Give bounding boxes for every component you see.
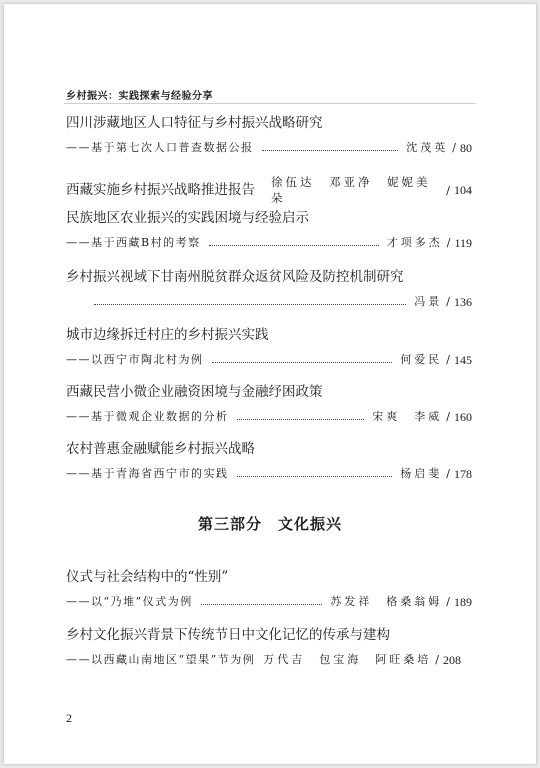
toc-entry[interactable] — [66, 268, 472, 311]
toc-entry-title: 仪式与社会结构中的“性别” — [66, 569, 229, 585]
toc-entry[interactable] — [66, 209, 472, 252]
toc-entry-page: 208 — [442, 653, 461, 667]
toc-entry-page: 104 — [454, 182, 472, 197]
dot-leader — [237, 475, 393, 477]
page-separator: / — [446, 410, 450, 423]
page-separator: / — [435, 653, 439, 666]
toc-entry-subline — [66, 351, 472, 369]
dot-leader — [212, 361, 393, 363]
toc-entry-author: 杨启斐 — [400, 467, 443, 480]
page-separator: / — [446, 467, 450, 480]
toc-entry-subtitle: ——以“乃堆”仪式为例 — [66, 595, 193, 608]
toc-entry-title: 四川涉藏地区人口特征与乡村振兴战略研究 — [66, 115, 323, 131]
toc-entry-author: 才项多杰 — [386, 236, 443, 249]
toc-entry-page: 119 — [454, 236, 472, 250]
page-separator: / — [446, 236, 451, 249]
dot-leader — [209, 244, 379, 246]
toc-entry[interactable] — [66, 114, 472, 157]
toc-entry-page: 189 — [454, 595, 472, 609]
page-number: 2 — [66, 711, 72, 725]
dot-leader — [201, 603, 323, 605]
toc-entry-page: 145 — [454, 353, 472, 367]
toc-entry[interactable] — [66, 174, 472, 206]
toc-entry-subtitle: ——基于西藏B村的考察 — [66, 236, 201, 249]
toc-entry-subline — [66, 593, 472, 611]
toc-entry[interactable] — [66, 383, 472, 426]
toc-entry[interactable] — [66, 440, 472, 483]
dot-leader — [237, 418, 365, 420]
toc-entry[interactable] — [66, 326, 472, 369]
toc-entry-title: 民族地区农业振兴的实践困境与经验启示 — [66, 210, 309, 226]
page-separator: / — [446, 183, 450, 197]
toc-entry-subtitle: ——以西藏山南地区“望果”节为例 — [66, 653, 256, 666]
toc-entry-author: 沈茂英 — [406, 141, 449, 154]
toc-entry-page: 178 — [454, 467, 472, 481]
page-separator: / — [446, 595, 450, 608]
toc-entry-author: 宋爽 李威 — [372, 410, 443, 423]
page-separator: / — [446, 295, 450, 308]
toc-entry-subline — [66, 139, 472, 157]
toc-entry[interactable] — [66, 568, 472, 611]
toc-entry-subline — [66, 293, 472, 311]
page-separator: / — [452, 141, 456, 154]
toc-entry-title: 西藏民营小微企业融资困境与金融纾困政策 — [66, 384, 323, 400]
toc-entry-author: 冯景 — [414, 295, 443, 308]
toc-entry-subline — [66, 465, 472, 483]
toc-entry-subline — [66, 408, 472, 426]
toc-entry-subline — [66, 651, 472, 669]
toc-entry-author: 苏发祥 格桑翁姆 — [330, 595, 443, 608]
toc-entry-subline — [66, 234, 472, 252]
toc-entry-title: 乡村振兴视域下甘南州脱贫群众返贫风险及防控机制研究 — [66, 269, 404, 285]
toc-entry-title: 乡村文化振兴背景下传统节日中文化记忆的传承与建构 — [66, 627, 390, 643]
toc-entry-page: 136 — [454, 295, 472, 309]
toc-entry-subtitle: ——基于青海省西宁市的实践 — [66, 467, 229, 480]
header-rule — [64, 103, 476, 104]
running-header: 乡村振兴：实践探索与经验分享 — [66, 91, 213, 102]
toc-entry-subtitle: ——基于微观企业数据的分析 — [66, 410, 229, 423]
dot-leader — [262, 149, 399, 151]
section-heading: 第三部分 文化振兴 — [197, 515, 342, 533]
toc-entry-page: 160 — [454, 410, 472, 424]
toc-entry-title: 农村普惠金融赋能乡村振兴战略 — [66, 441, 255, 457]
toc-entry-subtitle: ——基于第七次人口普查数据公报 — [66, 141, 254, 154]
toc-entry-subtitle: ——以西宁市陶北村为例 — [66, 353, 204, 366]
dot-leader — [94, 303, 406, 305]
toc-entry[interactable] — [66, 626, 472, 669]
toc-entry-page: 80 — [460, 141, 472, 155]
toc-entry-author: 何爱民 — [400, 353, 443, 366]
page-separator: / — [446, 353, 450, 366]
book-page — [4, 4, 536, 764]
toc-entry-title: 城市边缘拆迁村庄的乡村振兴实践 — [66, 327, 269, 343]
toc-entry-author: 万代吉 包宝海 阿旺桑培 — [263, 653, 432, 666]
toc-entry-author: 徐伍达 邓亚净 妮妮美朵 — [271, 175, 431, 205]
toc-entry-title: 西藏实施乡村振兴战略推进报告 — [66, 182, 255, 198]
